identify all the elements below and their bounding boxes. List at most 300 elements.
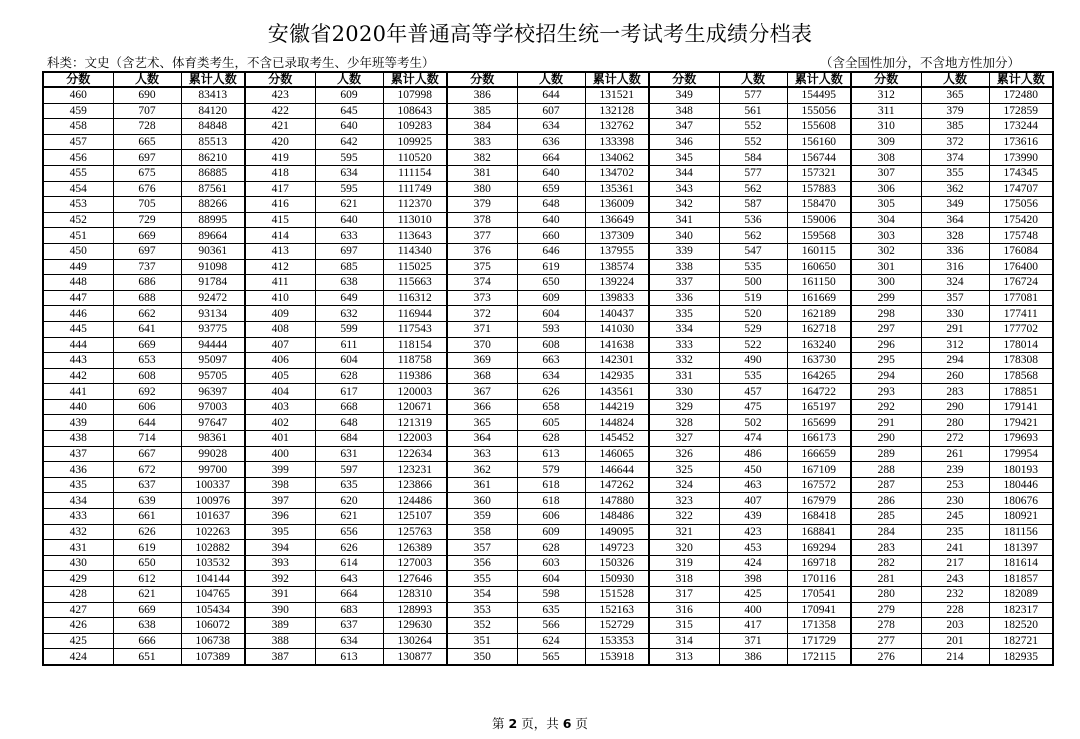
score-cell: 395	[245, 524, 315, 540]
score-cell: 416	[245, 197, 315, 213]
count-cell: 587	[719, 197, 787, 213]
table-row	[43, 228, 1053, 244]
table-row	[43, 493, 1053, 509]
score-cell: 369	[447, 353, 517, 369]
score-cell: 398	[245, 477, 315, 493]
cumulative-cell: 144824	[585, 415, 649, 431]
count-cell: 705	[113, 197, 181, 213]
count-cell: 619	[517, 259, 585, 275]
footer-middle: 页，共	[521, 716, 559, 731]
cumulative-cell: 179954	[989, 446, 1053, 462]
score-cell: 437	[43, 446, 113, 462]
count-cell: 605	[517, 415, 585, 431]
score-cell: 323	[649, 493, 719, 509]
count-cell: 535	[719, 259, 787, 275]
score-cell: 403	[245, 399, 315, 415]
count-cell: 203	[921, 618, 989, 634]
score-cell: 375	[447, 259, 517, 275]
score-cell: 407	[245, 337, 315, 353]
cumulative-cell: 113010	[383, 212, 447, 228]
score-cell: 289	[851, 446, 921, 462]
score-cell: 412	[245, 259, 315, 275]
cumulative-cell: 146644	[585, 462, 649, 478]
score-cell: 365	[447, 415, 517, 431]
cumulative-header: 累计人数	[585, 72, 649, 87]
cumulative-cell: 173244	[989, 119, 1053, 135]
count-cell: 463	[719, 477, 787, 493]
cumulative-cell: 116312	[383, 290, 447, 306]
score-cell: 317	[649, 587, 719, 603]
score-header: 分数	[851, 72, 921, 87]
score-cell: 318	[649, 571, 719, 587]
score-cell: 284	[851, 524, 921, 540]
score-cell: 364	[447, 431, 517, 447]
count-cell: 566	[517, 618, 585, 634]
count-cell: 637	[113, 477, 181, 493]
count-cell: 606	[517, 509, 585, 525]
count-cell: 529	[719, 321, 787, 337]
score-cell: 443	[43, 353, 113, 369]
score-cell: 286	[851, 493, 921, 509]
cumulative-cell: 167109	[787, 462, 851, 478]
score-cell: 301	[851, 259, 921, 275]
count-cell: 608	[113, 368, 181, 384]
count-cell: 349	[921, 197, 989, 213]
count-cell: 536	[719, 212, 787, 228]
cumulative-cell: 133398	[585, 134, 649, 150]
table-row	[43, 181, 1053, 197]
table-row	[43, 477, 1053, 493]
score-cell: 392	[245, 571, 315, 587]
cumulative-cell: 142301	[585, 353, 649, 369]
count-cell: 664	[315, 587, 383, 603]
page-title: 安徽省2020年普通高等学校招生统一考试考生成绩分档表	[267, 22, 813, 46]
score-cell: 454	[43, 181, 113, 197]
count-cell: 291	[921, 321, 989, 337]
score-cell: 436	[43, 462, 113, 478]
score-cell: 281	[851, 571, 921, 587]
score-cell: 288	[851, 462, 921, 478]
count-cell: 245	[921, 509, 989, 525]
count-cell: 398	[719, 571, 787, 587]
score-cell: 307	[851, 165, 921, 181]
bonus-note: （含全国性加分，不含地方性加分）	[820, 55, 1021, 70]
cumulative-cell: 155608	[787, 119, 851, 135]
cumulative-cell: 99700	[181, 462, 245, 478]
score-cell: 300	[851, 275, 921, 291]
cumulative-cell: 109283	[383, 119, 447, 135]
cumulative-cell: 119386	[383, 368, 447, 384]
cumulative-header: 累计人数	[989, 72, 1053, 87]
score-cell: 335	[649, 306, 719, 322]
cumulative-cell: 178851	[989, 384, 1053, 400]
count-cell: 666	[113, 633, 181, 649]
cumulative-cell: 149723	[585, 540, 649, 556]
score-cell: 327	[649, 431, 719, 447]
table-row	[43, 165, 1053, 181]
cumulative-cell: 145452	[585, 431, 649, 447]
cumulative-cell: 95097	[181, 353, 245, 369]
count-header: 人数	[113, 72, 181, 87]
table-row	[43, 134, 1053, 150]
score-cell: 336	[649, 290, 719, 306]
count-cell: 661	[113, 509, 181, 525]
cumulative-cell: 182317	[989, 602, 1053, 618]
cumulative-cell: 180446	[989, 477, 1053, 493]
score-cell: 382	[447, 150, 517, 166]
cumulative-cell: 163240	[787, 337, 851, 353]
score-cell: 435	[43, 477, 113, 493]
cumulative-cell: 101637	[181, 509, 245, 525]
score-cell: 357	[447, 540, 517, 556]
score-cell: 424	[43, 649, 113, 665]
score-cell: 285	[851, 509, 921, 525]
count-cell: 547	[719, 243, 787, 259]
page-number: 2	[508, 716, 518, 731]
score-header: 分数	[447, 72, 517, 87]
count-cell: 232	[921, 587, 989, 603]
score-cell: 298	[851, 306, 921, 322]
count-cell: 685	[315, 259, 383, 275]
cumulative-cell: 167572	[787, 477, 851, 493]
count-cell: 646	[517, 243, 585, 259]
score-cell: 376	[447, 243, 517, 259]
score-cell: 333	[649, 337, 719, 353]
count-cell: 626	[113, 524, 181, 540]
score-cell: 459	[43, 103, 113, 119]
count-cell: 486	[719, 446, 787, 462]
cumulative-cell: 86210	[181, 150, 245, 166]
score-cell: 455	[43, 165, 113, 181]
count-cell: 577	[719, 87, 787, 103]
cumulative-cell: 152163	[585, 602, 649, 618]
score-cell: 280	[851, 587, 921, 603]
count-cell: 520	[719, 306, 787, 322]
cumulative-cell: 92472	[181, 290, 245, 306]
count-cell: 635	[315, 477, 383, 493]
cumulative-cell: 178308	[989, 353, 1053, 369]
score-cell: 422	[245, 103, 315, 119]
count-cell: 612	[113, 571, 181, 587]
score-cell: 330	[649, 384, 719, 400]
score-cell: 353	[447, 602, 517, 618]
cumulative-cell: 178568	[989, 368, 1053, 384]
score-cell: 283	[851, 540, 921, 556]
score-cell: 423	[245, 87, 315, 103]
count-cell: 609	[517, 524, 585, 540]
score-cell: 434	[43, 493, 113, 509]
count-cell: 636	[517, 134, 585, 150]
score-cell: 313	[649, 649, 719, 665]
count-cell: 634	[517, 119, 585, 135]
score-cell: 326	[649, 446, 719, 462]
cumulative-cell: 172480	[989, 87, 1053, 103]
count-cell: 621	[113, 587, 181, 603]
cumulative-cell: 130264	[383, 633, 447, 649]
cumulative-cell: 182520	[989, 618, 1053, 634]
score-cell: 384	[447, 119, 517, 135]
score-cell: 457	[43, 134, 113, 150]
count-header: 人数	[315, 72, 383, 87]
cumulative-cell: 108643	[383, 103, 447, 119]
cumulative-cell: 139224	[585, 275, 649, 291]
cumulative-cell: 171729	[787, 633, 851, 649]
count-cell: 635	[517, 602, 585, 618]
score-cell: 438	[43, 431, 113, 447]
cumulative-cell: 132128	[585, 103, 649, 119]
cumulative-cell: 120671	[383, 399, 447, 415]
cumulative-cell: 154495	[787, 87, 851, 103]
count-cell: 626	[315, 540, 383, 556]
score-cell: 368	[447, 368, 517, 384]
cumulative-cell: 161669	[787, 290, 851, 306]
count-cell: 667	[113, 446, 181, 462]
count-cell: 624	[517, 633, 585, 649]
cumulative-cell: 105434	[181, 602, 245, 618]
count-cell: 407	[719, 493, 787, 509]
count-cell: 595	[315, 150, 383, 166]
cumulative-cell: 165699	[787, 415, 851, 431]
score-cell: 380	[447, 181, 517, 197]
count-cell: 457	[719, 384, 787, 400]
count-cell: 579	[517, 462, 585, 478]
cumulative-cell: 111154	[383, 165, 447, 181]
score-cell: 429	[43, 571, 113, 587]
count-cell: 614	[315, 555, 383, 571]
score-cell: 396	[245, 509, 315, 525]
cumulative-cell: 148486	[585, 509, 649, 525]
score-cell: 361	[447, 477, 517, 493]
cumulative-cell: 177411	[989, 306, 1053, 322]
count-cell: 609	[517, 290, 585, 306]
table-row	[43, 618, 1053, 634]
cumulative-cell: 90361	[181, 243, 245, 259]
cumulative-cell: 180676	[989, 493, 1053, 509]
cumulative-cell: 99028	[181, 446, 245, 462]
table-row	[43, 571, 1053, 587]
count-cell: 424	[719, 555, 787, 571]
count-cell: 662	[113, 306, 181, 322]
count-cell: 628	[517, 431, 585, 447]
cumulative-cell: 176724	[989, 275, 1053, 291]
table-row	[43, 415, 1053, 431]
score-cell: 322	[649, 509, 719, 525]
cumulative-cell: 159568	[787, 228, 851, 244]
count-cell: 577	[719, 165, 787, 181]
table-row	[43, 633, 1053, 649]
score-cell: 362	[447, 462, 517, 478]
cumulative-cell: 88266	[181, 197, 245, 213]
count-cell: 595	[315, 181, 383, 197]
count-cell: 228	[921, 602, 989, 618]
score-cell: 408	[245, 321, 315, 337]
cumulative-cell: 141638	[585, 337, 649, 353]
count-cell: 651	[113, 649, 181, 665]
score-cell: 456	[43, 150, 113, 166]
cumulative-cell: 172115	[787, 649, 851, 665]
score-cell: 295	[851, 353, 921, 369]
count-cell: 201	[921, 633, 989, 649]
count-cell: 280	[921, 415, 989, 431]
cumulative-cell: 182935	[989, 649, 1053, 665]
count-cell: 658	[517, 399, 585, 415]
count-cell: 653	[113, 353, 181, 369]
count-cell: 316	[921, 259, 989, 275]
score-cell: 439	[43, 415, 113, 431]
cumulative-cell: 128993	[383, 602, 447, 618]
table-row	[43, 243, 1053, 259]
cumulative-cell: 127646	[383, 571, 447, 587]
count-cell: 638	[315, 275, 383, 291]
count-cell: 737	[113, 259, 181, 275]
score-cell: 341	[649, 212, 719, 228]
score-cell: 292	[851, 399, 921, 415]
count-cell: 648	[517, 197, 585, 213]
count-cell: 669	[113, 602, 181, 618]
count-cell: 519	[719, 290, 787, 306]
score-cell: 401	[245, 431, 315, 447]
count-cell: 631	[315, 446, 383, 462]
score-cell: 445	[43, 321, 113, 337]
cumulative-cell: 166173	[787, 431, 851, 447]
count-cell: 261	[921, 446, 989, 462]
cumulative-cell: 118758	[383, 353, 447, 369]
count-cell: 604	[517, 306, 585, 322]
table-row	[43, 399, 1053, 415]
count-cell: 684	[315, 431, 383, 447]
score-cell: 325	[649, 462, 719, 478]
cumulative-cell: 160115	[787, 243, 851, 259]
table-header-row	[43, 72, 1053, 87]
score-cell: 415	[245, 212, 315, 228]
score-cell: 400	[245, 446, 315, 462]
score-cell: 442	[43, 368, 113, 384]
cumulative-cell: 135361	[585, 181, 649, 197]
cumulative-cell: 136649	[585, 212, 649, 228]
cumulative-cell: 91784	[181, 275, 245, 291]
cumulative-cell: 162718	[787, 321, 851, 337]
cumulative-cell: 146065	[585, 446, 649, 462]
score-cell: 344	[649, 165, 719, 181]
table-row	[43, 446, 1053, 462]
score-cell: 383	[447, 134, 517, 150]
count-cell: 656	[315, 524, 383, 540]
cumulative-cell: 97647	[181, 415, 245, 431]
count-cell: 634	[315, 165, 383, 181]
score-cell: 419	[245, 150, 315, 166]
cumulative-cell: 144219	[585, 399, 649, 415]
score-cell: 409	[245, 306, 315, 322]
score-header: 分数	[43, 72, 113, 87]
cumulative-cell: 123231	[383, 462, 447, 478]
score-cell: 430	[43, 555, 113, 571]
count-cell: 243	[921, 571, 989, 587]
cumulative-cell: 112370	[383, 197, 447, 213]
score-cell: 379	[447, 197, 517, 213]
count-cell: 619	[113, 540, 181, 556]
table-row	[43, 306, 1053, 322]
score-cell: 352	[447, 618, 517, 634]
table-row	[43, 555, 1053, 571]
cumulative-cell: 124486	[383, 493, 447, 509]
score-cell: 404	[245, 384, 315, 400]
score-cell: 397	[245, 493, 315, 509]
score-cell: 388	[245, 633, 315, 649]
score-cell: 348	[649, 103, 719, 119]
cumulative-cell: 163730	[787, 353, 851, 369]
count-cell: 613	[315, 649, 383, 665]
cumulative-cell: 153918	[585, 649, 649, 665]
score-cell: 374	[447, 275, 517, 291]
count-cell: 611	[315, 337, 383, 353]
count-cell: 230	[921, 493, 989, 509]
cumulative-cell: 88995	[181, 212, 245, 228]
cumulative-cell: 179693	[989, 431, 1053, 447]
score-cell: 450	[43, 243, 113, 259]
cumulative-cell: 171358	[787, 618, 851, 634]
cumulative-cell: 174345	[989, 165, 1053, 181]
cumulative-cell: 100976	[181, 493, 245, 509]
score-cell: 452	[43, 212, 113, 228]
count-cell: 474	[719, 431, 787, 447]
score-cell: 338	[649, 259, 719, 275]
score-cell: 278	[851, 618, 921, 634]
count-cell: 336	[921, 243, 989, 259]
score-cell: 321	[649, 524, 719, 540]
score-cell: 417	[245, 181, 315, 197]
count-cell: 617	[315, 384, 383, 400]
cumulative-cell: 161150	[787, 275, 851, 291]
cumulative-cell: 100337	[181, 477, 245, 493]
count-cell: 272	[921, 431, 989, 447]
count-cell: 642	[315, 134, 383, 150]
count-cell: 672	[113, 462, 181, 478]
cumulative-cell: 150326	[585, 555, 649, 571]
count-cell: 669	[113, 228, 181, 244]
score-cell: 427	[43, 602, 113, 618]
count-cell: 584	[719, 150, 787, 166]
count-cell: 357	[921, 290, 989, 306]
table-row	[43, 150, 1053, 166]
category-note: 科类：文史（含艺术、体育类考生，不含已录取考生、少年班等考生）	[47, 55, 435, 70]
score-cell: 359	[447, 509, 517, 525]
cumulative-cell: 176084	[989, 243, 1053, 259]
cumulative-header: 累计人数	[787, 72, 851, 87]
score-cell: 308	[851, 150, 921, 166]
count-cell: 562	[719, 228, 787, 244]
cumulative-cell: 158470	[787, 197, 851, 213]
cumulative-cell: 147880	[585, 493, 649, 509]
count-cell: 688	[113, 290, 181, 306]
score-cell: 303	[851, 228, 921, 244]
count-cell: 639	[113, 493, 181, 509]
score-cell: 447	[43, 290, 113, 306]
cumulative-header: 累计人数	[383, 72, 447, 87]
count-cell: 606	[113, 399, 181, 415]
score-cell: 418	[245, 165, 315, 181]
cumulative-cell: 104765	[181, 587, 245, 603]
cumulative-cell: 143561	[585, 384, 649, 400]
count-cell: 690	[113, 87, 181, 103]
score-cell: 440	[43, 399, 113, 415]
cumulative-cell: 180193	[989, 462, 1053, 478]
score-cell: 316	[649, 602, 719, 618]
count-cell: 374	[921, 150, 989, 166]
count-cell: 729	[113, 212, 181, 228]
count-cell: 328	[921, 228, 989, 244]
cumulative-cell: 178014	[989, 337, 1053, 353]
cumulative-cell: 166659	[787, 446, 851, 462]
